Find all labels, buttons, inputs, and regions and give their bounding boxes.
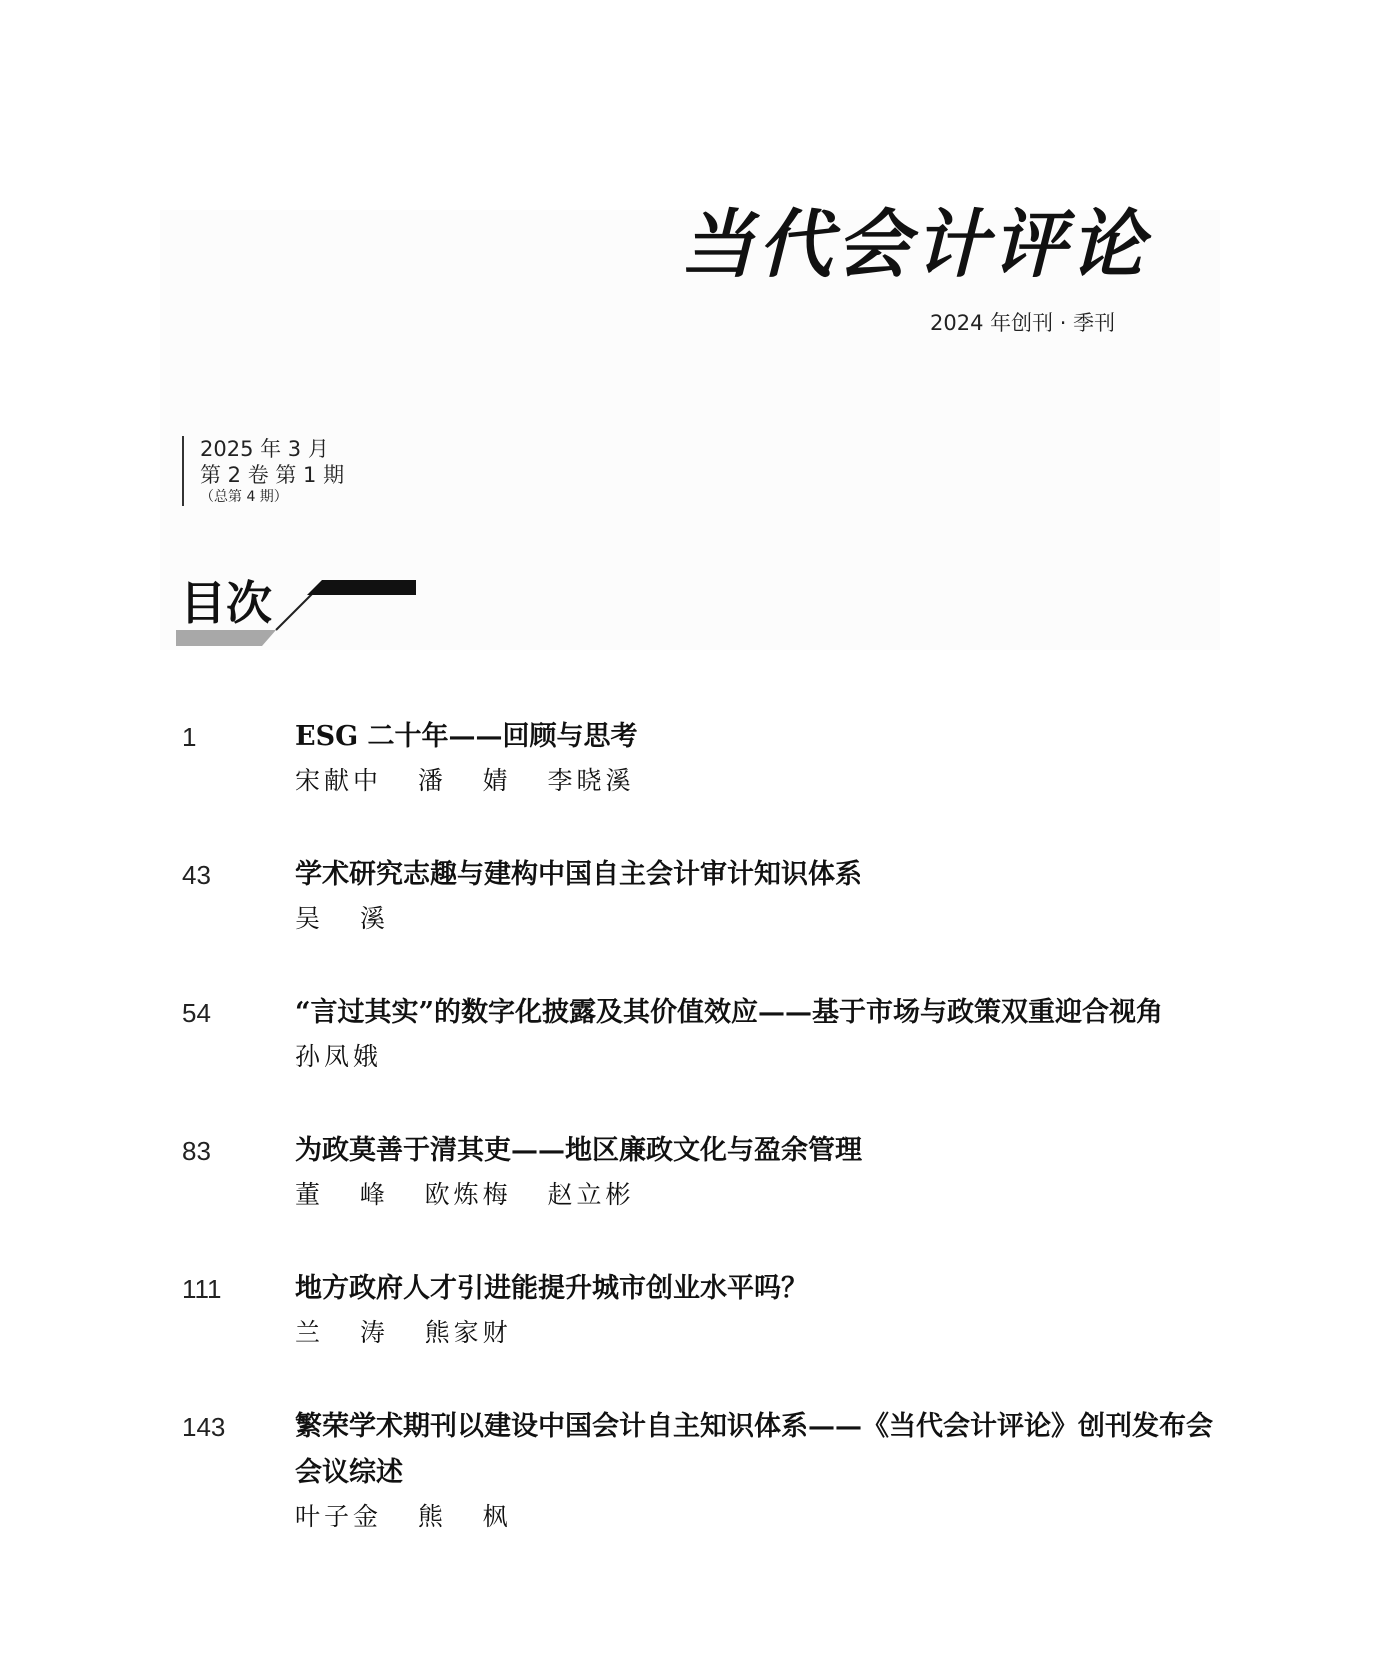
journal-title: 当代会计评论 bbox=[680, 202, 1148, 288]
toc-gray-bar bbox=[176, 630, 276, 646]
entry-title[interactable]: 为政莫善于清其吏——地区廉政文化与盈余管理 bbox=[295, 1135, 862, 1166]
entry-title[interactable]: “言过其实”的数字化披露及其价值效应——基于市场与政策双重迎合视角 bbox=[295, 997, 1164, 1028]
entry-page-number: 83 bbox=[182, 1136, 211, 1166]
issue-date: 2025 年 3 月 bbox=[200, 437, 329, 461]
entry-authors: 兰 涛 熊家财 bbox=[295, 1318, 512, 1347]
entry-authors: 叶子金 熊 枫 bbox=[295, 1502, 512, 1531]
entry-title[interactable]: 地方政府人才引进能提升城市创业水平吗？ bbox=[295, 1273, 808, 1304]
entry-page-number: 43 bbox=[182, 860, 211, 890]
journal-subtitle: 2024 年创刊 · 季刊 bbox=[930, 311, 1116, 335]
toc-heading: 目次 bbox=[180, 576, 272, 630]
toc-black-bar bbox=[307, 580, 416, 595]
entry-title[interactable]: 繁荣学术期刊以建设中国会计自主知识体系——《当代会计评论》创刊发布会会议综述 bbox=[295, 1411, 1213, 1488]
entry-page-number: 143 bbox=[182, 1412, 226, 1442]
entry-page-number: 111 bbox=[182, 1274, 222, 1304]
issue-volume: 第 2 卷 第 1 期 bbox=[200, 463, 345, 487]
entry-title[interactable]: ESG 二十年——回顾与思考 bbox=[295, 721, 638, 752]
entry-authors: 董 峰 欧炼梅 赵立彬 bbox=[295, 1180, 635, 1209]
entry-authors: 宋献中 潘 婧 李晓溪 bbox=[295, 766, 635, 795]
entry-title[interactable]: 学术研究志趣与建构中国自主会计审计知识体系 bbox=[295, 859, 862, 890]
issue-total: （总第 4 期） bbox=[200, 489, 288, 505]
entry-authors: 孙凤娥 bbox=[295, 1042, 383, 1071]
entry-page-number: 54 bbox=[182, 998, 211, 1028]
entry-page-number: 1 bbox=[182, 722, 197, 752]
issue-info bbox=[182, 436, 344, 506]
entry-authors: 吴 溪 bbox=[295, 904, 389, 933]
